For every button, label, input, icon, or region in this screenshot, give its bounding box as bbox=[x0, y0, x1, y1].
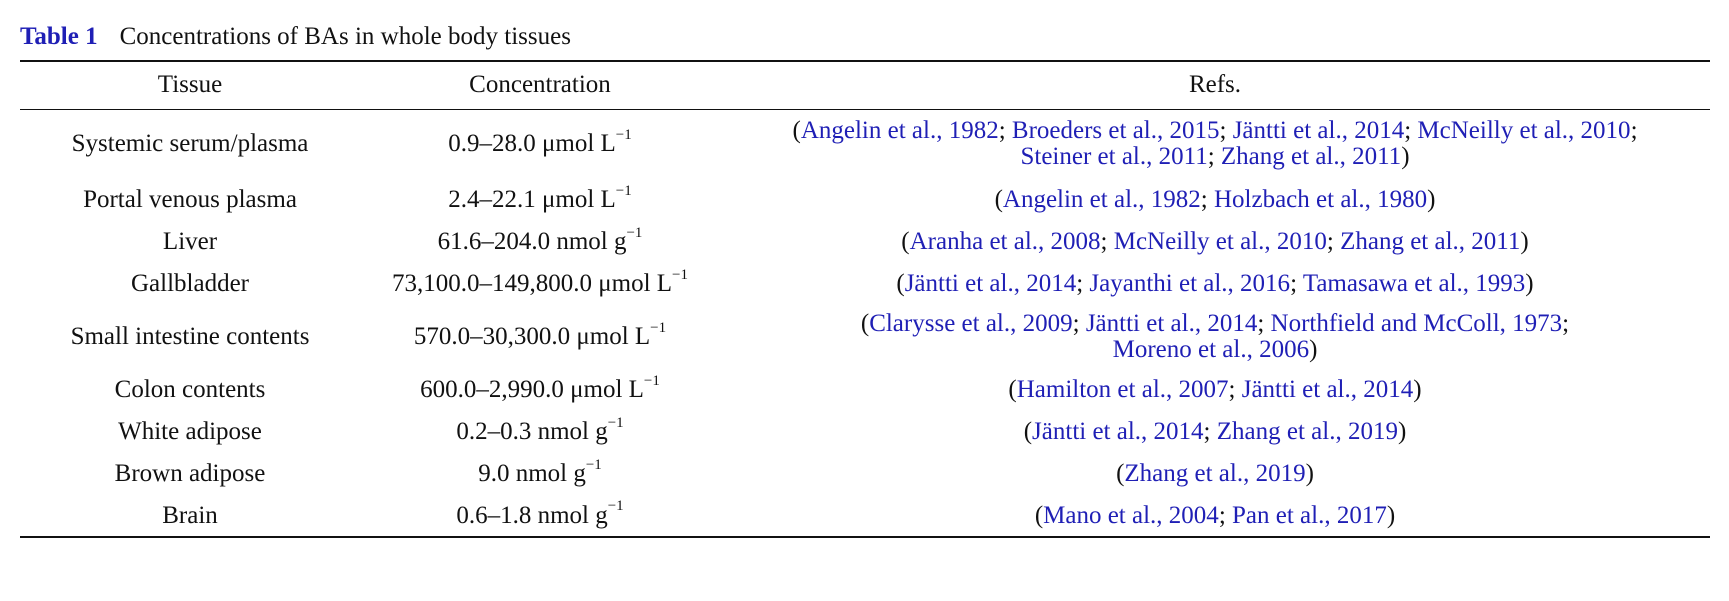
header-concentration: Concentration bbox=[360, 61, 720, 109]
concentration-exponent: −1 bbox=[626, 224, 643, 241]
reference-link[interactable]: Angelin et al., 1982 bbox=[800, 117, 999, 145]
table-caption bbox=[20, 22, 571, 52]
reference-link[interactable]: Tamasawa et al., 1993 bbox=[1302, 270, 1526, 297]
reference-link[interactable]: Angelin et al., 1982 bbox=[1002, 186, 1201, 213]
concentration-value: 0.9–28.0 μmol L bbox=[448, 130, 616, 158]
reference-link[interactable]: Jäntti et al., 2014 bbox=[1032, 418, 1204, 445]
cell-refs bbox=[720, 305, 1710, 369]
ref-line: (Aranha et al., 2008; McNeilly et al., 2010; Zhang et al., 2011) bbox=[901, 228, 1529, 255]
ref-line: (Mano et al., 2004; Pan et al., 2017) bbox=[1034, 501, 1396, 529]
header-refs: Refs. bbox=[720, 61, 1710, 109]
cell-tissue: Portal venous plasma bbox=[83, 186, 297, 213]
cell-tissue: Colon contents bbox=[114, 376, 266, 403]
cell-tissue: Gallbladder bbox=[130, 270, 249, 297]
reference-link[interactable]: Jäntti et al., 2014 bbox=[1085, 310, 1258, 337]
ref-line: (Angelin et al., 1982; Holzbach et al., 1980) bbox=[994, 186, 1436, 213]
table-body bbox=[20, 109, 1710, 537]
cell-refs bbox=[720, 263, 1710, 305]
ref-line: (Jäntti et al., 2014; Jayanthi et al., 2016; Tamasawa et al., 1993) bbox=[896, 270, 1534, 297]
table-row bbox=[20, 495, 1710, 537]
concentration-exponent: −1 bbox=[615, 182, 632, 199]
reference-link[interactable]: Zhang et al., 2011 bbox=[1340, 228, 1521, 255]
reference-link[interactable]: Aranha et al., 2008 bbox=[909, 228, 1101, 255]
cell-concentration bbox=[360, 109, 720, 179]
table-row bbox=[20, 453, 1710, 495]
table-title: Concentrations of BAs in whole body tissues bbox=[119, 23, 571, 50]
cell-refs bbox=[720, 453, 1710, 495]
table-row bbox=[20, 263, 1710, 305]
cell-refs bbox=[720, 411, 1710, 453]
cell-concentration bbox=[360, 495, 720, 537]
ref-line: (Angelin et al., 1982; Broeders et al., 2015; Jäntti et al., 2014; McNeilly et al., 2010; bbox=[792, 117, 1638, 145]
concentration-value: 570.0–30,300.0 μmol L bbox=[413, 323, 651, 350]
header-row bbox=[20, 61, 1710, 109]
cell-concentration bbox=[360, 369, 720, 411]
table-label: Table 1 bbox=[20, 23, 98, 50]
table-row bbox=[20, 109, 1710, 179]
cell-concentration bbox=[360, 221, 720, 263]
cell-concentration bbox=[360, 411, 720, 453]
reference-link[interactable]: Holzbach et al., 1980 bbox=[1213, 186, 1428, 213]
concentration-exponent: −1 bbox=[607, 498, 624, 515]
reference-link[interactable]: McNeilly et al., 2010 bbox=[1417, 117, 1631, 145]
cell-concentration bbox=[360, 179, 720, 221]
ref-line: (Zhang et al., 2019) bbox=[1116, 460, 1314, 487]
reference-link[interactable]: Jäntti et al., 2014 bbox=[904, 270, 1077, 297]
concentration-exponent: −1 bbox=[615, 126, 632, 143]
table-row bbox=[20, 179, 1710, 221]
concentration-value: 73,100.0–149,800.0 μmol L bbox=[391, 270, 673, 297]
table-row bbox=[20, 369, 1710, 411]
ref-line: (Jäntti et al., 2014; Zhang et al., 2019) bbox=[1023, 418, 1407, 445]
concentration-exponent: −1 bbox=[650, 319, 667, 336]
concentration-value: 61.6–204.0 nmol g bbox=[437, 228, 627, 255]
concentration-exponent: −1 bbox=[643, 372, 660, 389]
cell-tissue: Brown adipose bbox=[114, 460, 266, 487]
cell-tissue: Liver bbox=[162, 228, 218, 255]
table-row bbox=[20, 305, 1710, 369]
cell-tissue: Systemic serum/plasma bbox=[71, 130, 309, 158]
cell-concentration bbox=[360, 453, 720, 495]
reference-link[interactable]: Moreno et al., 2006 bbox=[1112, 336, 1310, 363]
ref-line: Moreno et al., 2006) bbox=[1112, 336, 1318, 363]
reference-link[interactable]: Northfield and McColl, 1973 bbox=[1270, 310, 1563, 337]
concentration-value: 2.4–22.1 μmol L bbox=[448, 186, 616, 213]
bile-acid-table bbox=[20, 60, 1710, 538]
reference-link[interactable]: Jäntti et al., 2014 bbox=[1241, 376, 1414, 403]
cell-refs bbox=[720, 221, 1710, 263]
reference-link[interactable]: Zhang et al., 2019 bbox=[1124, 460, 1306, 487]
cell-concentration bbox=[360, 305, 720, 369]
ref-line: (Hamilton et al., 2007; Jäntti et al., 2014) bbox=[1008, 376, 1422, 403]
cell-refs bbox=[720, 369, 1710, 411]
concentration-value: 0.2–0.3 nmol g bbox=[456, 418, 608, 445]
reference-link[interactable]: McNeilly et al., 2010 bbox=[1113, 228, 1327, 255]
reference-link[interactable]: Clarysse et al., 2009 bbox=[869, 310, 1073, 337]
cell-tissue: White adipose bbox=[118, 418, 262, 445]
cell-refs bbox=[720, 109, 1710, 179]
reference-link[interactable]: Steiner et al., 2011 bbox=[1020, 143, 1208, 171]
concentration-value: 9.0 nmol g bbox=[478, 460, 586, 487]
cell-refs bbox=[720, 179, 1710, 221]
cell-refs bbox=[720, 495, 1710, 537]
ref-line: Steiner et al., 2011; Zhang et al., 2011) bbox=[1020, 143, 1410, 171]
reference-link[interactable]: Hamilton et al., 2007 bbox=[1016, 376, 1229, 403]
ref-line: (Clarysse et al., 2009; Jäntti et al., 2014; Northfield and McColl, 1973; bbox=[860, 310, 1570, 337]
cell-concentration bbox=[360, 263, 720, 305]
reference-link[interactable]: Jayanthi et al., 2016 bbox=[1089, 270, 1291, 297]
reference-link[interactable]: Jäntti et al., 2014 bbox=[1232, 117, 1405, 145]
reference-link[interactable]: Zhang et al., 2011 bbox=[1220, 143, 1402, 171]
reference-link[interactable]: Pan et al., 2017 bbox=[1232, 501, 1387, 529]
reference-link[interactable]: Mano et al., 2004 bbox=[1043, 501, 1219, 529]
concentration-value: 0.6–1.8 nmol g bbox=[456, 501, 608, 529]
table-row bbox=[20, 411, 1710, 453]
reference-link[interactable]: Zhang et al., 2019 bbox=[1216, 418, 1398, 445]
cell-tissue: Brain bbox=[20, 495, 360, 537]
cell-tissue: Small intestine contents bbox=[70, 323, 310, 350]
table-row bbox=[20, 221, 1710, 263]
header-tissue: Tissue bbox=[20, 61, 360, 109]
concentration-exponent: −1 bbox=[585, 456, 602, 473]
concentration-exponent: −1 bbox=[672, 266, 689, 283]
reference-link[interactable]: Broeders et al., 2015 bbox=[1011, 117, 1220, 145]
concentration-exponent: −1 bbox=[607, 414, 624, 431]
concentration-value: 600.0–2,990.0 μmol L bbox=[420, 376, 644, 403]
